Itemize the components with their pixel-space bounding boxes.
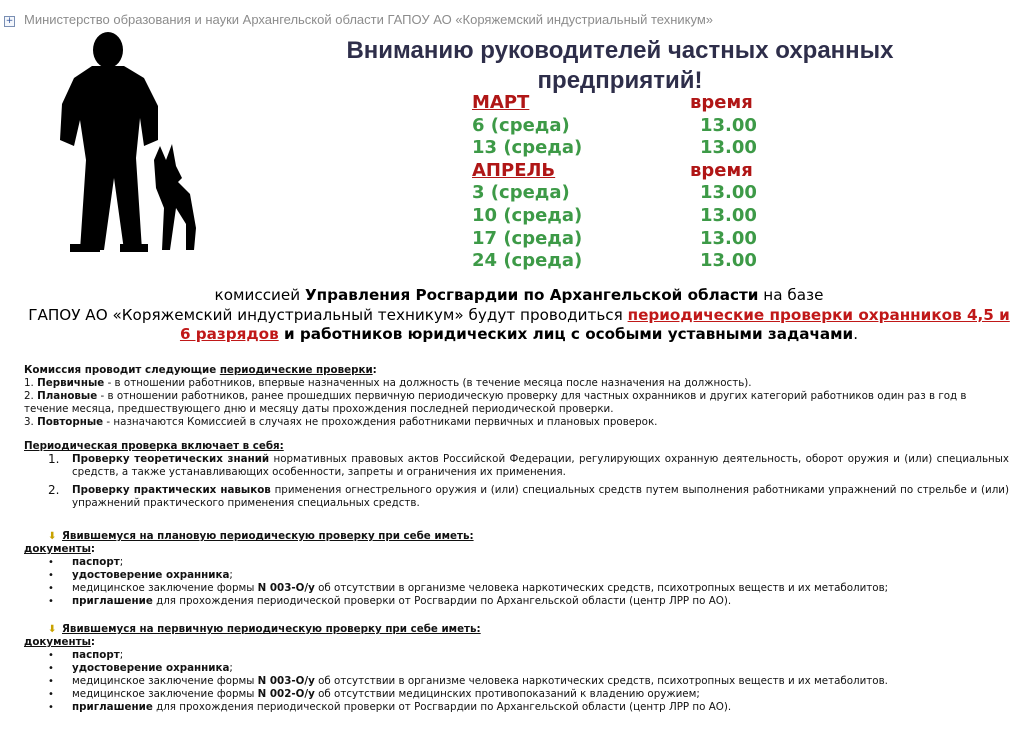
- doc-name: N 002-О/у: [257, 688, 315, 700]
- schedule-row: [472, 137, 782, 160]
- doc-pre: медицинское заключение формы: [72, 688, 258, 700]
- schedule-row: [472, 115, 782, 138]
- item-num: 1.: [24, 377, 38, 389]
- schedule-row: [472, 182, 782, 205]
- docs-label-text: документы: [24, 543, 91, 555]
- doc-name: N 003-О/у: [257, 582, 315, 594]
- commission-item: [24, 390, 1009, 416]
- doc-name: удостоверение охранника: [72, 662, 230, 674]
- doc-text: ;: [119, 649, 124, 661]
- intro-highlight: периодические проверки охранников 4,5 и 6 разрядов: [179, 305, 1010, 343]
- schedule-time: 13.00: [700, 114, 757, 136]
- list-item: [24, 453, 1009, 479]
- doc-name: приглашение: [72, 701, 153, 713]
- doc-name: удостоверение охранника: [72, 569, 230, 581]
- item-text: применения огнестрельного оружия и (или) специальных средств путем выполнения работниками упражнений по стрельбе и (или) упражнений практического применения специальных средств.: [72, 484, 1009, 509]
- doc-text: ;: [229, 569, 233, 581]
- schedule-time: 13.00: [700, 182, 757, 204]
- commission-lead: [24, 364, 1009, 377]
- doc-text: для прохождения периодической проверки от Росгвардии по Архангельской области (центр ЛРР по АО).: [152, 701, 732, 713]
- doc-name: паспорт: [72, 649, 120, 661]
- doc-pre: медицинское заключение формы: [72, 582, 258, 594]
- month-label: МАРТ: [472, 92, 530, 113]
- primary-heading: [24, 623, 1009, 636]
- bullet-icon: •: [48, 689, 54, 700]
- details-section: [24, 364, 1009, 714]
- item-text: - в отношении работников, ранее прошедших первичную периодическую проверку для частных охранников и других категорий работников один раз в год в течение месяца, предшествующего дню и месяцу даты прохождения последней периодической проверки.: [24, 390, 967, 415]
- item-name: Повторные: [37, 416, 104, 428]
- item-name: Проверку теоретических знаний: [72, 453, 270, 465]
- doc-pre: медицинское заключение формы: [72, 675, 258, 687]
- schedule-date: 6 (среда): [472, 114, 570, 136]
- lead-colon: :: [372, 364, 377, 376]
- list-item: [24, 675, 1009, 688]
- docs-label: документы:: [24, 636, 96, 648]
- schedule-month-april: [472, 160, 782, 183]
- list-item: [24, 582, 1009, 595]
- doc-name: приглашение: [72, 595, 153, 607]
- includes-heading: Периодическая проверка включает в себя:: [24, 440, 284, 452]
- schedule-time: 13.00: [700, 227, 757, 249]
- item-name: Первичные: [37, 377, 105, 389]
- item-num: 2.: [48, 483, 60, 497]
- item-name: Проверку практических навыков: [72, 484, 271, 496]
- doc-text: об отсутствии в организме человека наркотических средств, психотропных веществ и их метаболитов;: [314, 582, 889, 594]
- primary-docs-list: [24, 649, 1009, 714]
- intro-paragraph: [24, 286, 1014, 345]
- lead-text: Комиссия проводит следующие: [24, 364, 220, 376]
- item-text: - назначаются Комиссией в случаях не прохождения работниками первичных и плановых проверок.: [103, 416, 658, 428]
- bullet-icon: •: [48, 596, 54, 607]
- planned-docs-list: [24, 556, 1009, 608]
- list-item: [24, 556, 1009, 569]
- schedule-row: [472, 205, 782, 228]
- month-label: АПРЕЛЬ: [472, 159, 556, 181]
- schedule-month-march: [472, 92, 782, 115]
- bullet-icon: •: [48, 557, 54, 568]
- list-item: [24, 649, 1009, 662]
- expand-icon[interactable]: +: [5, 16, 14, 26]
- doc-text: ;: [229, 662, 233, 674]
- includes-list: [24, 453, 1009, 510]
- item-text: нормативных правовых актов Российской Федерации, регулирующих охранную деятельность, оборот оружия и (или) специальных средств, а также устанавливающих особенности, запреты и ограничения их применения.: [72, 453, 1009, 478]
- schedule-date: 3 (среда): [472, 182, 570, 204]
- lead-underlined: периодические проверки: [219, 364, 373, 376]
- intro-text: ГАПОУ АО «Коряжемский индустриальный техникум» будут проводиться: [28, 305, 628, 324]
- item-num: 3.: [24, 416, 38, 428]
- intro-text: комиссией: [214, 286, 305, 304]
- doc-name: паспорт: [72, 556, 120, 568]
- schedule-row: [472, 228, 782, 251]
- intro-bold: и работников юридических лиц с особыми уставными задачами: [278, 325, 854, 343]
- doc-text: ;: [119, 556, 124, 568]
- doc-text: об отсутствии в организме человека наркотических средств, психотропных веществ и их метаболитов.: [314, 675, 888, 687]
- main-title: [270, 36, 970, 96]
- schedule-date: 24 (среда): [472, 250, 583, 272]
- list-item: [24, 701, 1009, 714]
- doc-text: об отсутствии медицинских противопоказаний к владению оружием;: [314, 688, 700, 700]
- item-name: Плановые: [37, 390, 98, 402]
- arrow-down-icon: ⬇: [48, 624, 57, 635]
- docs-label: документы:: [24, 543, 96, 555]
- heading-text: Явившемуся на плановую периодическую проверку при себе иметь:: [62, 530, 474, 542]
- schedule-time: 13.00: [700, 137, 757, 159]
- schedule-date: 10 (среда): [472, 204, 583, 226]
- list-item: [24, 595, 1009, 608]
- list-item: [24, 688, 1009, 701]
- intro-text: на базе: [758, 286, 824, 304]
- bullet-icon: •: [48, 663, 54, 674]
- intro-text: .: [853, 325, 859, 343]
- item-text: - в отношении работников, впервые назначенных на должность (в течение месяца после назначения на должность).: [104, 377, 752, 389]
- list-item: [24, 662, 1009, 675]
- commission-item: [24, 416, 1009, 429]
- doc-name: N 003-О/у: [257, 675, 315, 687]
- heading-text: Явившемуся на первичную периодическую проверку при себе иметь:: [62, 623, 481, 635]
- time-label: время: [690, 159, 753, 181]
- docs-label-text: документы: [24, 636, 91, 648]
- bullet-icon: •: [48, 650, 54, 661]
- schedule-date: 17 (среда): [472, 227, 583, 249]
- bullet-icon: •: [48, 702, 54, 713]
- arrow-down-icon: ⬇: [48, 531, 57, 542]
- title-line-1: Вниманию руководителей частных охранных: [346, 37, 894, 64]
- intro-authority: Управления Росгвардии по Архангельской области: [304, 286, 759, 304]
- doc-text: для прохождения периодической проверки от Росгвардии по Архангельской области (центр ЛРР по АО).: [152, 595, 732, 607]
- title-line-2: предприятий!: [537, 67, 703, 94]
- schedule: [472, 92, 782, 273]
- list-item: [24, 569, 1009, 582]
- schedule-date: 13 (среда): [472, 137, 583, 159]
- guard-with-dog-silhouette: [40, 28, 220, 258]
- commission-item: [24, 377, 1009, 390]
- bullet-icon: •: [48, 676, 54, 687]
- schedule-time: 13.00: [700, 250, 757, 272]
- schedule-row: [472, 250, 782, 273]
- schedule-time: 13.00: [700, 204, 757, 226]
- bullet-icon: •: [48, 570, 54, 581]
- item-num: 2.: [24, 390, 38, 402]
- time-label: время: [690, 92, 753, 113]
- bullet-icon: •: [48, 583, 54, 594]
- planned-heading: [24, 530, 1009, 543]
- item-num: 1.: [48, 452, 60, 466]
- header-line: Министерство образования и науки Архангельской области ГАПОУ АО «Коряжемский индустриальный техникум»: [24, 12, 714, 27]
- list-item: [24, 484, 1009, 510]
